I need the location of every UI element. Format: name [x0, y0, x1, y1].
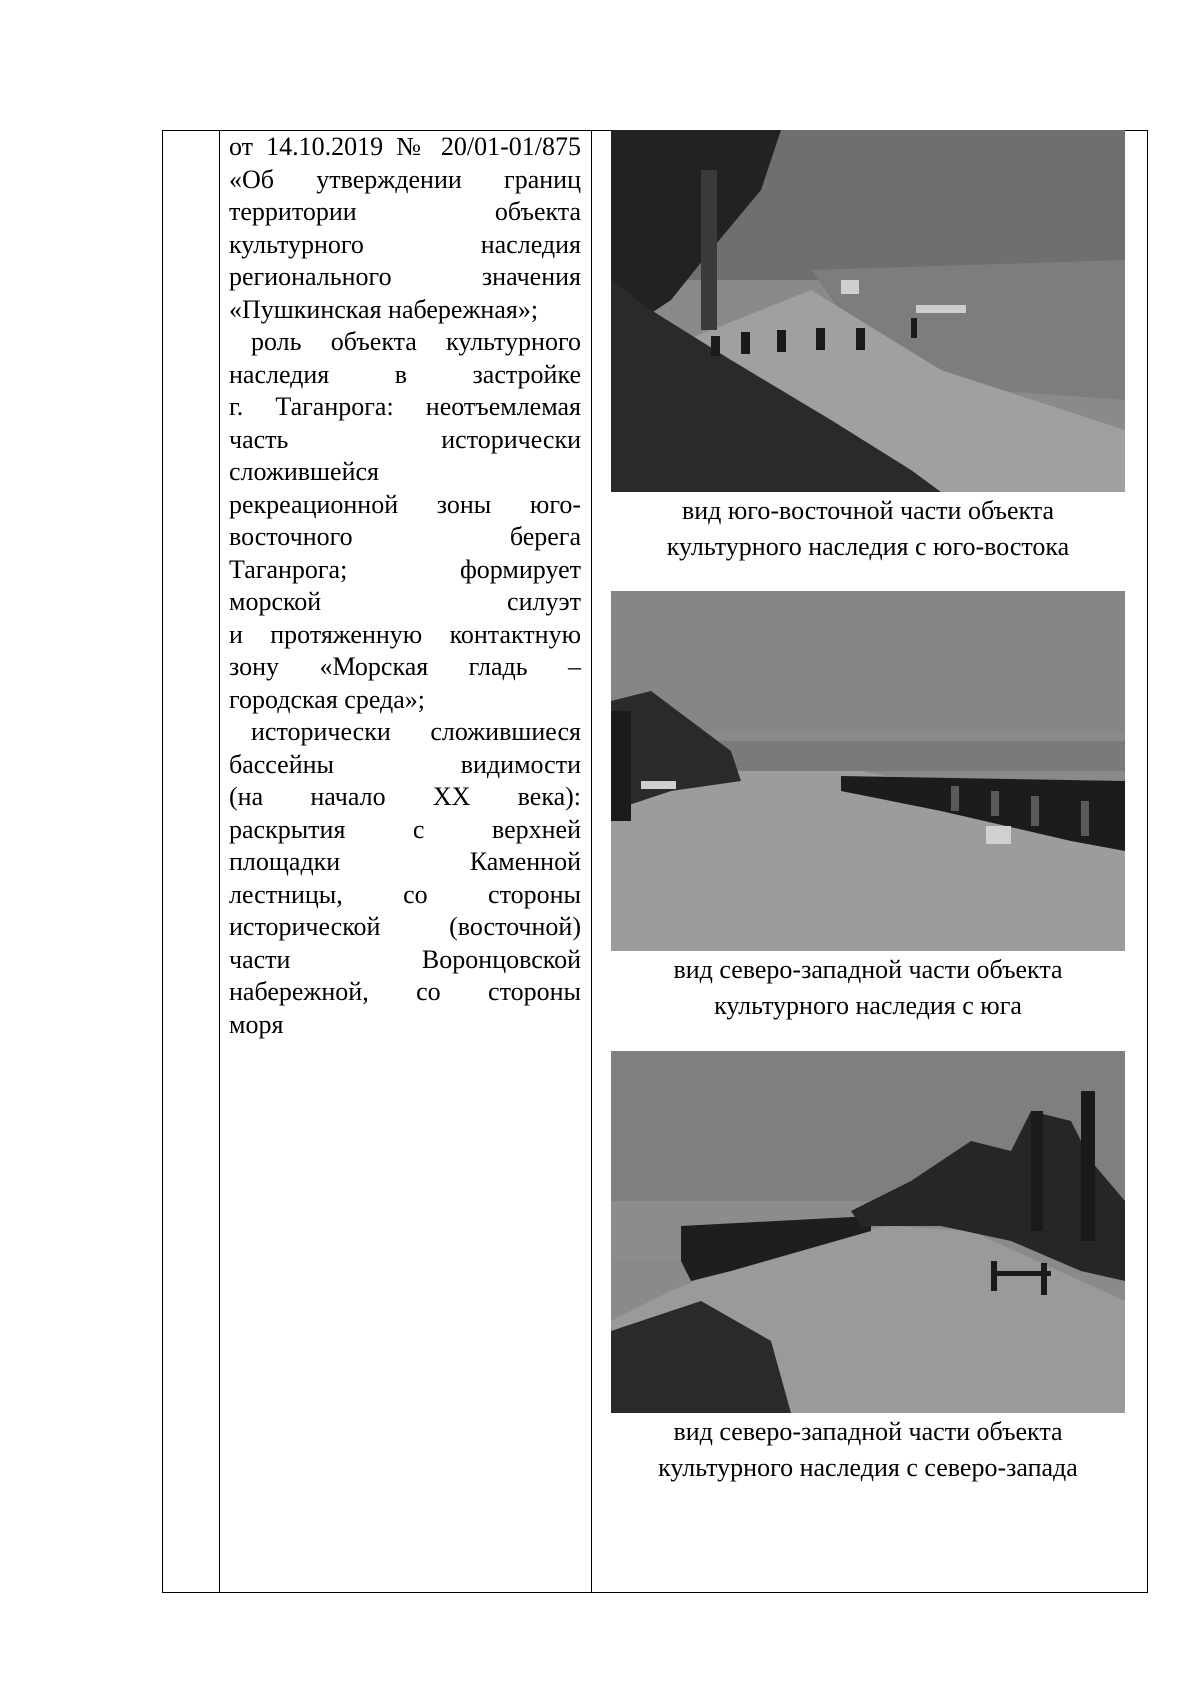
description-line: набережной, со стороны: [229, 977, 581, 1006]
description-line: Таганрога; формирует: [229, 554, 581, 584]
description-line: и протяженную контактную: [229, 619, 581, 649]
photo-3-caption-line2: культурного наследия с северо-запада: [658, 1452, 1078, 1482]
description-line: сложившейся: [229, 457, 379, 486]
document-table: [162, 130, 1148, 1593]
photo-3-caption-line1: вид северо-западной части объекта: [673, 1417, 1063, 1446]
description-line: «Об утверждении границ: [229, 164, 581, 194]
description-line: морской силуэт: [229, 587, 581, 616]
description-line: зону «Морская гладь –: [229, 652, 581, 681]
photo-2-caption-line2: культурного наследия с юга: [714, 990, 1022, 1020]
column-divider-1: [219, 131, 220, 1592]
description-line: (на начало XX века):: [229, 782, 581, 811]
photo-1-caption-line2: культурного наследия с юго-востока: [666, 531, 1070, 561]
description-line: бассейны видимости: [229, 749, 581, 779]
description-line: площадки Каменной: [229, 847, 581, 876]
description-column: [229, 131, 581, 1041]
description-line: восточного берега: [229, 522, 581, 551]
description-line: от 14.10.2019 № 20/01-01/875: [229, 132, 581, 161]
description-line: часть исторически: [229, 424, 581, 454]
description-line: рекреационной зоны юго-: [229, 489, 581, 519]
photo-1-block: [611, 130, 1125, 563]
photo-1-caption-line1: вид юго-восточной части объекта: [681, 496, 1055, 525]
description-line: городская среда»;: [229, 684, 426, 714]
description-line: «Пушкинская набережная»;: [229, 294, 539, 324]
description-line: наследия в застройке: [229, 359, 581, 389]
description-line: раскрытия с верхней: [229, 814, 581, 844]
description-line: роль объекта культурного: [251, 327, 581, 356]
photo-3-block: [611, 1051, 1125, 1484]
description-line: моря: [229, 1009, 284, 1039]
column-divider-2: [591, 131, 592, 1592]
description-line: лестницы, со стороны: [229, 879, 581, 909]
description-line: культурного наследия: [229, 229, 581, 259]
description-line: г. Таганрога: неотъемлемая: [229, 392, 581, 421]
photo-2-caption-line1: вид северо-западной части объекта: [673, 955, 1063, 984]
photo-2: [611, 591, 1125, 951]
photo-2-block: [611, 591, 1125, 1022]
description-line: территории объекта: [229, 197, 581, 226]
photo-1: [611, 130, 1125, 492]
description-line: регионального значения: [229, 262, 581, 291]
photo-3: [611, 1051, 1125, 1413]
description-line: исторической (восточной): [229, 912, 581, 941]
description-line: части Воронцовской: [229, 944, 581, 974]
description-line: исторически сложившиеся: [251, 717, 581, 746]
